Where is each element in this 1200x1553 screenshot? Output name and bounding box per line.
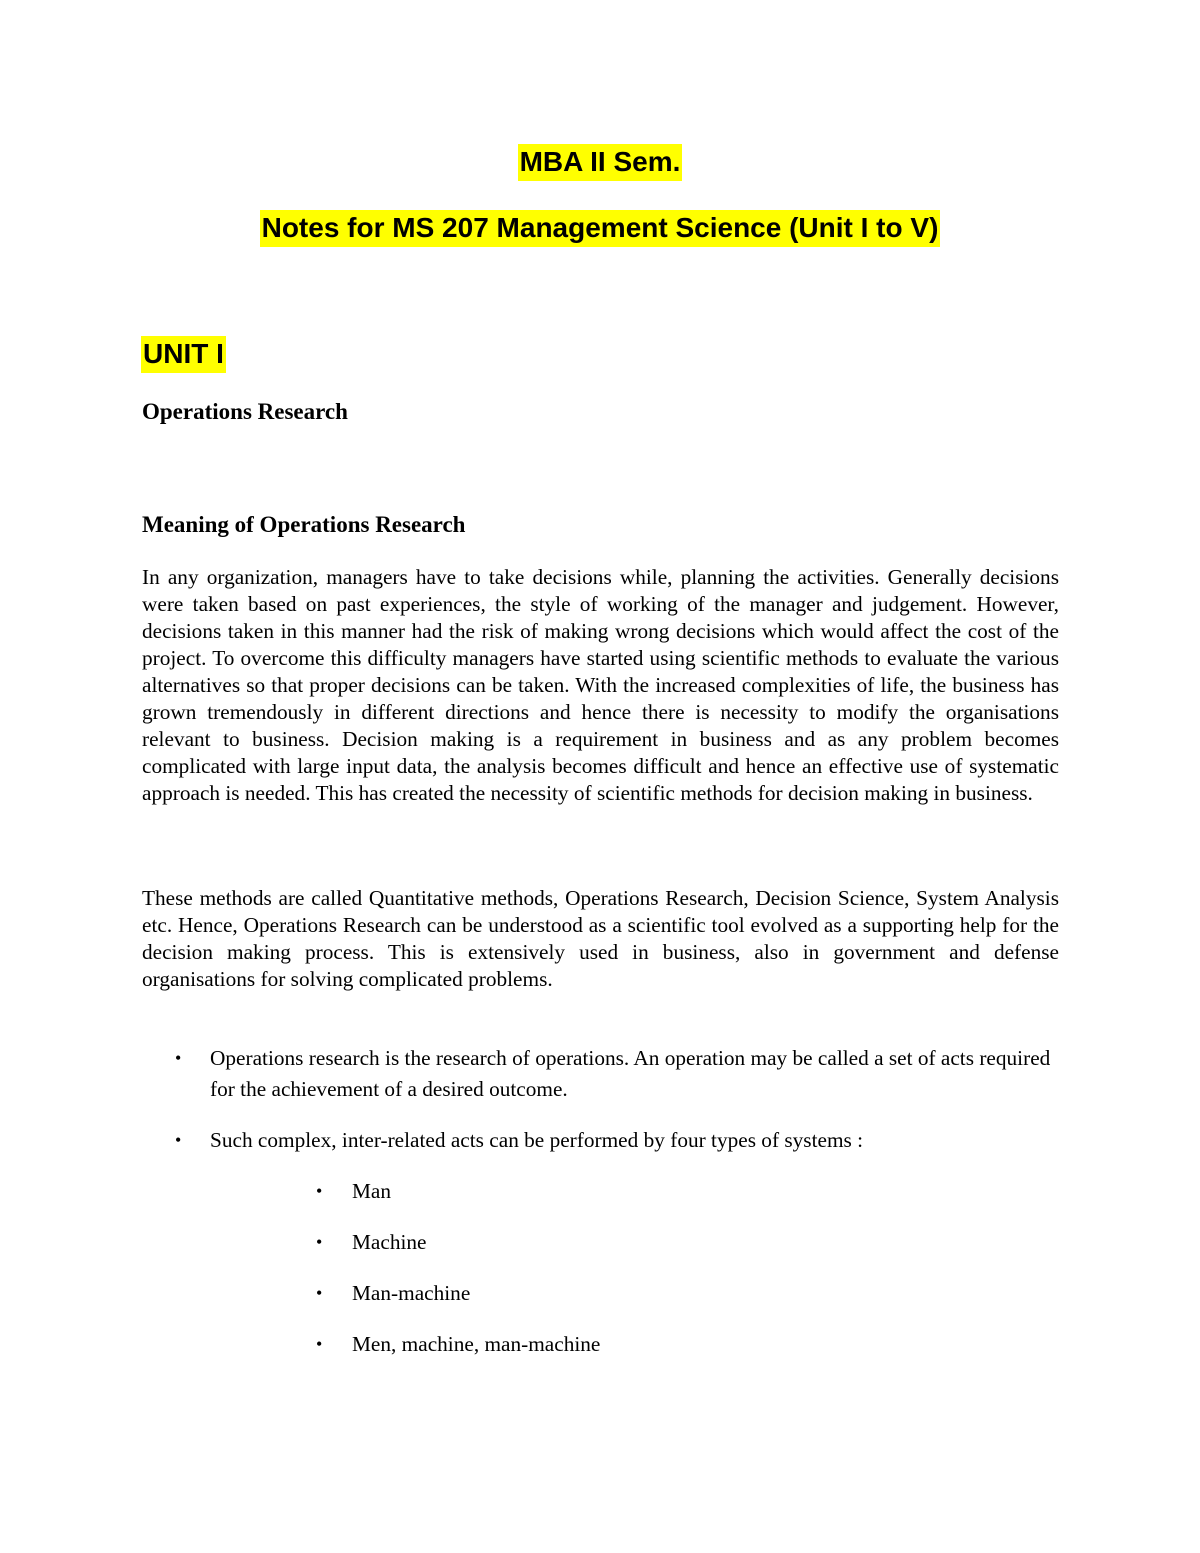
sub-bullet-machine: Machine (352, 1230, 427, 1254)
bullet-icon: • (175, 1048, 182, 1068)
sub-bullet-icon: • (316, 1334, 323, 1354)
notes-title-line (0, 210, 1200, 247)
semester-title-line (0, 144, 1200, 181)
sub-bullet-icon: • (316, 1232, 323, 1252)
sub-bullet-icon: • (316, 1181, 323, 1201)
section-subtitle: Meaning of Operations Research (142, 512, 466, 537)
bullet-item-1: Operations research is the research of operations. An operation may be called a set of acts required for the achievement of a desired outcome. (210, 1046, 1051, 1101)
paragraph-1: In any organization, managers have to take decisions while, planning the activities. Generally decisions were taken based on past experiences, the style of working of the manager and judgement. However, decisions taken in this manner had the risk of making wrong decisions which would affect the cost of the project. To overcome this difficulty managers have started using scientific methods to evaluate the various alternatives so that proper decisions can be taken. With the increased complexities of life, the business has grown tremendously in different directions and hence there is necessity to modify the organisations relevant to business. Decision making is a requirement in business and as any problem becomes complicated with large input data, the analysis becomes difficult and hence an effective use of systematic approach is needed. This has created the necessity of scientific methods for decision making in business. (142, 565, 1059, 805)
section-title: Operations Research (142, 399, 348, 424)
unit-label: UNIT I (141, 336, 226, 373)
bullet-item-2: Such complex, inter-related acts can be performed by four types of systems : (210, 1128, 864, 1152)
bullet-icon: • (175, 1130, 182, 1150)
sub-bullet-men-machine-man-machine: Men, machine, man-machine (352, 1332, 601, 1356)
notes-title: Notes for MS 207 Management Science (Unit I to V) (260, 210, 941, 247)
unit-heading (141, 336, 226, 373)
sub-bullet-man-machine: Man-machine (352, 1281, 471, 1305)
sub-bullet-icon: • (316, 1283, 323, 1303)
semester-title: MBA II Sem. (518, 144, 683, 181)
paragraph-2: These methods are called Quantitative methods, Operations Research, Decision Science, System Analysis etc. Hence, Operations Research can be understood as a scientific tool evolved as a supporting help for the decision making process. This is extensively used in business, also in government and defense organisations for solving complicated problems. (142, 886, 1059, 991)
sub-bullet-man: Man (352, 1179, 392, 1203)
